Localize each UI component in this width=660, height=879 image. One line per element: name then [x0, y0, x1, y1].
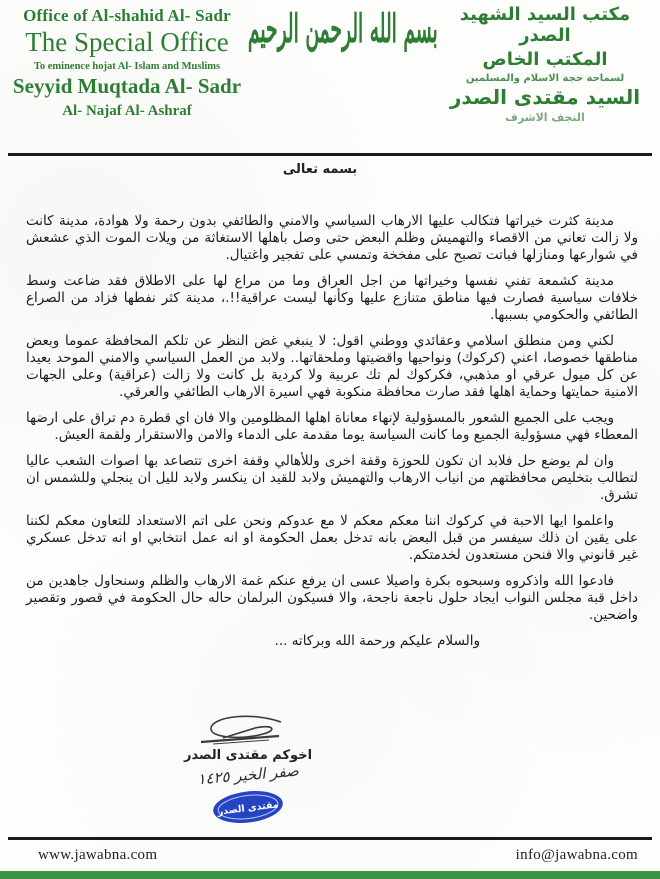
paragraph: ويجب على الجميع الشعور بالمسؤولية لإنهاء معاناة اهلها المظلومين والا فان اي قطرة دم تراق على ارضها المعطاء فهي مسؤولية الجميع وما كانت السياسة يوما مقدمة على الدماء والامن والاستقرار ولقمة العيش. — [26, 410, 638, 443]
arabic-office-name-line: مكتب السيد الشهيد الصدر — [459, 4, 631, 46]
signature-block — [168, 714, 328, 832]
paragraph: وان لم يوضع حل فلابد ان تكون للحوزة وقفة اخرى وللأهالي وقفة اخرى تتصاعد بها اصوات الشعب عاليا لتطالب بتخليص محافظتهم من انياب الارهاب والتهميش ولابد للقيد ان ينكسر ولابد لليل ان ينجلي وللشمس ان تشرق. — [26, 453, 638, 503]
paragraph: مدينة كثرت خيراتها فتكالب عليها الارهاب السياسي والامني والطائفي بدون رحمة ولا هوادة، مدينة كانت ولا زالت تعاني من الاقصاء والتهميش وظلم البعض حتى وصل باهلها الاستغاثة من ويلات الموت الذي عشعش في شوارعها ومنازلها فباتت تصبح على مفخخة وتمسي على تفجير واغتيال. — [26, 213, 638, 263]
office-name-line: Office of Al-shahid Al- Sadr — [23, 6, 231, 25]
special-office-title: The Special Office — [25, 27, 229, 57]
bismillah-calligraphy — [240, 0, 445, 60]
letter-body — [26, 213, 638, 659]
letterhead-arabic-block — [436, 4, 654, 124]
stamp-text: مقتدى الصدر — [217, 799, 280, 818]
closing-salam: والسلام عليكم ورحمة الله وبركاته ... — [274, 633, 480, 649]
handwritten-date: صفر الخير ١٤٢٥ — [196, 761, 300, 789]
handwritten-signature-scribble — [183, 714, 313, 750]
bismillah-text: بسم الله الرحمن الرحيم — [247, 7, 438, 53]
paragraph: مدينة كشمعة تفني نفسها وخيراتها من اجل العراق وما من مراع لها على الاطلاق فقد ضاعت وسط خلافات سياسية فصارت فيها مناطق متنازع عليها وكأنها ليست عراقية!!.، مدينة كثر نفطها فزاد من الصراع الطائفي والحكومي بسببها. — [26, 273, 638, 323]
arabic-eminence-line: لسماحة حجة الاسلام والمسلمين — [465, 73, 625, 84]
email-address: info@jawabna.com — [515, 847, 638, 863]
seyyid-name-line: Seyyid Muqtada Al- Sadr — [12, 74, 242, 98]
footer-divider-line — [8, 837, 652, 840]
website-url: www.jawabna.com — [38, 847, 158, 863]
eminence-line: To eminence hojat Al- Islam and Muslims — [33, 61, 221, 72]
arabic-seyyid-name-line: السيد مقتدى الصدر — [449, 85, 641, 109]
official-stamp — [205, 786, 291, 828]
paragraph: فادعوا الله واذكروه وسبحوه بكرة واصيلا عسى ان يرفع عنكم غمة الارهاب والظلم وسنحاول جاهدين من داخل قبة مجلس النواب ايجاد حلول ناجعة ناجحة، والا فسيكون البرلمان حاله حال الحكومة في قصور وتقصير واضحين. — [26, 573, 638, 623]
basmala-salutation: بسمه تعالى — [282, 162, 358, 177]
signature-name: اخوكم مقتدى الصدر — [183, 748, 313, 763]
arabic-special-office-line: المكتب الخاص — [482, 49, 608, 70]
letterhead-english-block — [4, 6, 250, 120]
paragraph: واعلموا ايها الاحبة في كركوك اننا معكم معكم لا مع عدوكم ونحن على اتم الاستعداد للتعاون معكم لكننا على يقين ان ذلك سيفسر من قبل البعض بانه تدخل بعمل الحكومة او انه عمل انتخابي او انه تدخل عسكري غير قانوني والا فنحن مستعدون لخدمتكم. — [26, 513, 638, 563]
header-divider-line — [8, 153, 652, 156]
footer-green-bar — [0, 871, 660, 879]
arabic-najaf-line: النجف الاشرف — [505, 111, 585, 124]
paragraph: لكني ومن منطلق اسلامي وعقائدي ووطني اقول: لا ينبغي غض النظر عن تلكم المحافظة عموما وبعض مناطقها خصوصا، اعني (كركوك) ونواحيها واقضيتها وملحقاتها.. ولابد من العمل السياسي والامني الموحد بعيدا عن كل ميول عرقي او مذهبي، فكركوك لم تك عربية ولا كردية بل كانت ولا زالت (عراقية) وعلى الجهات الامنية حمايتها وحماية اهلها فقد صارت محافظة منكوبة فهي اسيرة الارهاب الطائفي والعرقي. — [26, 333, 638, 400]
najaf-line: Al- Najaf Al- Ashraf — [62, 103, 192, 119]
